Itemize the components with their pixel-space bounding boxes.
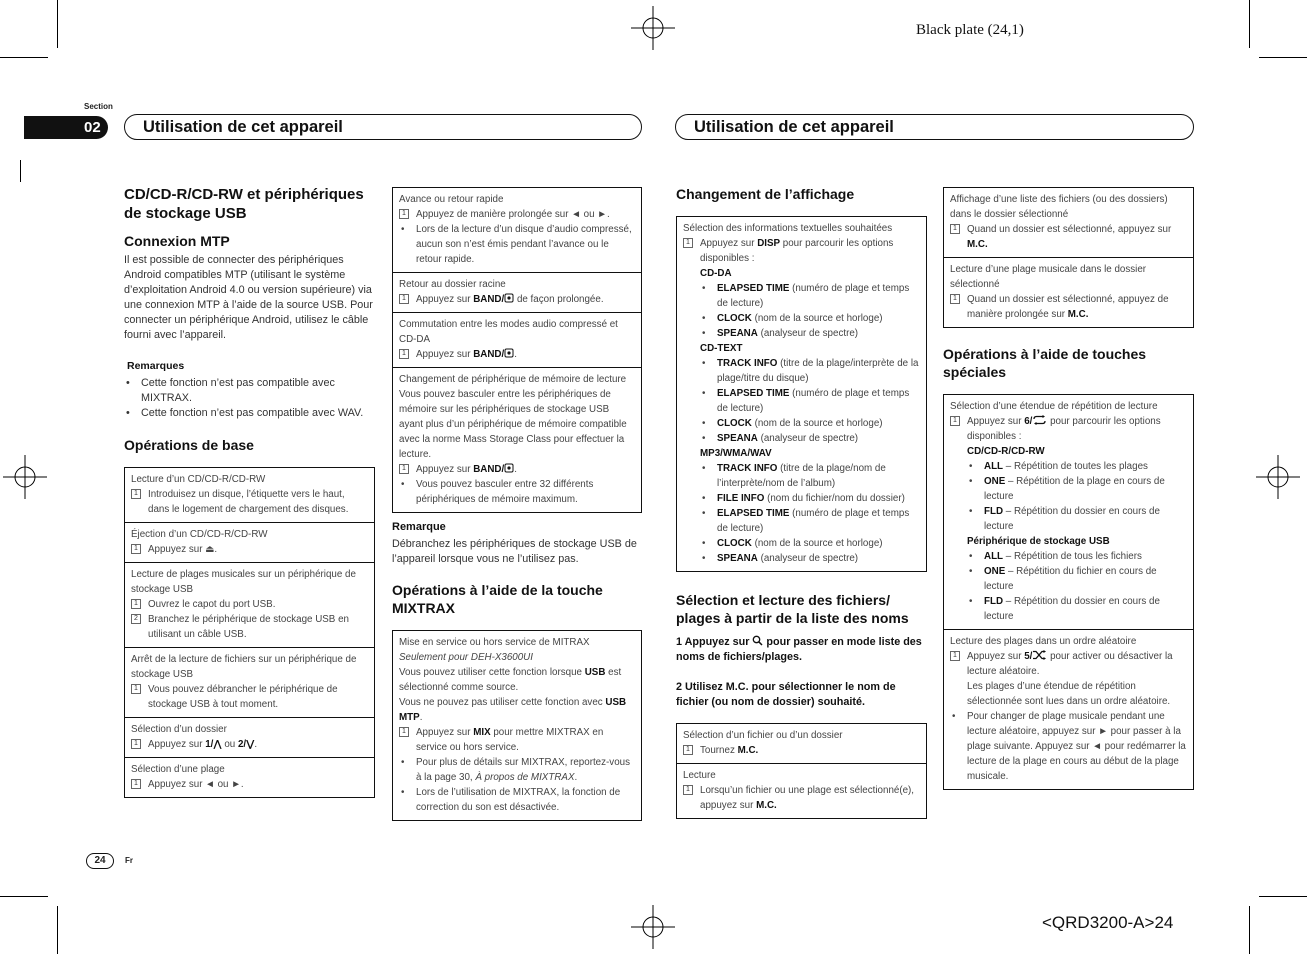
registration-mark-icon — [631, 6, 675, 50]
basic-ops-table — [124, 467, 375, 798]
display-table — [676, 216, 927, 572]
repeat-icon — [1032, 415, 1047, 425]
table-row: Sélection d’un fichier ou d’un dossier 1 Tournez M.C. — [683, 730, 843, 756]
table-row: Lecture des plages dans un ordre aléatoire 1 Appuyez sur 5/ pour activer ou désactiver la lecture aléatoire. Les plages d’une étendue de répétition sélectionnée sont lues dans un ordre aléatoire. • Pour changer de plage musicale pendant une lecture aléatoire, appuyez sur ► pour passer à la plage suivante. Appuyez sur ◄ pour redémarrer la lecture de la plage en cours au début de la plage musicale. — [944, 629, 1193, 789]
folder-ops-table — [943, 187, 1194, 328]
playback-ops-table — [392, 187, 642, 513]
list-step-1: 1 Appuyez sur pour passer en mode liste des noms de fichiers/plages. — [676, 636, 922, 663]
special-keys-table — [943, 394, 1194, 790]
section-label: Section — [84, 102, 113, 111]
crop-mark — [1259, 57, 1307, 58]
display-heading: Changement de l’affichage — [676, 186, 855, 202]
registration-mark-icon — [3, 455, 47, 499]
table-row: Sélection d’un dossier 1 Appuyez sur 1/⋀ ou 2/⋁. — [125, 717, 374, 757]
crop-mark — [0, 896, 48, 897]
table-row: Lecture d’un CD/CD-R/CD-RW 1 Introduisez un disque, l’étiquette vers le haut, dans le logement de chargement des disques. — [131, 474, 349, 515]
table-row: Mise en service ou hors service de MITRAX Seulement pour DEH-X3600UI Vous pouvez utiliser cette fonction lorsque USB est sélectionné comme source. Vous ne pouvez pas utiliser cette fonction avec USB MTP. 1 Appuyez sur MIX pour mettre MIXTRAX en service ou hors service. • Pour plus de détails sur MIXTRAX, reportez-vous à la page 30, À propos de MIXTRAX. • Lors de l’utilisation de MIXTRAX, la fonction de correction du son est désactivée. — [399, 637, 630, 813]
table-row: Sélection des informations textuelles souhaitées 1 Appuyez sur DISP pour parcourir les options disponibles : CD-DA • ELAPSED TIME (numéro de plage et temps de lecture) • CLOCK (nom de la source et horloge) • SPEANA (analyseur de spectre) CD-TEXT • TRACK INFO (titre de la plage/interprète de la plage/titre du disque) • ELAPSED TIME (numéro de plage et temps de lecture) • CLOCK (nom de la source et horloge) • SPEANA (analyseur de spectre) MP3/WMA/WAV • TRACK INFO (titre de la plage/nom de l’interprète/nom de l’album) • FILE INFO (nom du fichier/nom du dossier) • ELAPSED TIME (numéro de plage et temps de lecture) • CLOCK (nom de la source et horloge) • SPEANA (analyseur de spectre) — [683, 223, 919, 564]
remark-paragraph: Débranchez les périphériques de stockage USB de l’appareil lorsque vous ne l’utilisez pas. — [392, 538, 637, 565]
table-row: Sélection d’une étendue de répétition de lecture 1 Appuyez sur 6/ pour parcourir les options disponibles : CD/CD-R/CD-RW • ALL – Répétition de toutes les plages • ONE – Répétition de la plage en cours de lecture • FLD – Répétition du dossier en cours de lecture Périphérique de stockage USB • ALL – Répétition de tous les fichiers • ONE – Répétition du fichier en cours de lecture • FLD – Répétition du dossier en cours de lecture — [950, 401, 1165, 622]
crop-mark — [1259, 896, 1307, 897]
mtp-heading: Connexion MTP — [124, 233, 230, 249]
table-row: Lecture 1 Lorsqu’un fichier ou une plage est sélectionné(e), appuyez sur M.C. — [677, 763, 926, 818]
page-number: 24 — [86, 853, 114, 869]
crop-mark — [20, 160, 21, 182]
table-row: Arrêt de la lecture de fichiers sur un périphérique de stockage USB 1 Vous pouvez débrancher le périphérique de stockage USB à tout moment. — [125, 647, 374, 717]
table-row: Sélection d’une plage 1 Appuyez sur ◄ ou ►. — [125, 757, 374, 797]
list-item: • Cette fonction n’est pas compatible avec MIXTRAX. — [126, 377, 335, 404]
crop-mark — [1249, 0, 1250, 48]
list-table — [676, 723, 927, 819]
table-row: Avance ou retour rapide 1 Appuyez de manière prolongée sur ◄ ou ►. • Lors de la lecture d’un disque d’audio compressé, aucun son n’est émis pendant l’avance ou le retour rapide. — [399, 194, 632, 265]
crop-mark — [57, 906, 58, 954]
disc-icon — [504, 463, 514, 473]
list-step-2: 2 Utilisez M.C. pour sélectionner le nom de fichier (ou nom de dossier) souhaité. — [676, 681, 896, 708]
registration-mark-icon — [631, 905, 675, 949]
list-item: • Cette fonction n’est pas compatible avec WAV. — [126, 407, 364, 419]
section-title: CD/CD-R/CD-RW et périphériques de stockage USB — [124, 186, 364, 222]
language-code: Fr — [125, 856, 133, 865]
table-row: Retour au dossier racine 1 Appuyez sur BAND/ de façon prolongée. — [393, 272, 641, 312]
table-row: Éjection d’un CD/CD-R/CD-RW 1 Appuyez sur ⏏. — [125, 522, 374, 562]
remarks-heading: Remarques — [127, 360, 185, 372]
special-keys-heading: Opérations à l’aide de touches spéciales — [943, 346, 1147, 380]
disc-icon — [504, 293, 514, 303]
section-number-badge: 02 — [24, 116, 108, 139]
document-code: <QRD3200-A>24 — [1042, 913, 1174, 932]
crop-mark — [0, 57, 48, 58]
page-header-right: Utilisation de cet appareil — [675, 114, 1194, 140]
registration-mark-icon — [1256, 455, 1300, 499]
page-header-left: Utilisation de cet appareil — [124, 114, 642, 140]
mixtrax-heading: Opérations à l’aide de la touche MIXTRAX — [392, 582, 603, 616]
crop-mark — [57, 0, 58, 48]
column-2 — [392, 187, 642, 821]
column-4 — [943, 187, 1194, 790]
table-row: Changement de périphérique de mémoire de lecture Vous pouvez basculer entre les périphériques de mémoire sur les périphériques de stockage USB ayant plus d’un périphérique de mémoire compatible avec la norme Mass Storage Class pour effectuer la lecture. 1 Appuyez sur BAND/ . • Vous pouvez basculer entre 32 différents périphériques de mémoire maximum. — [393, 367, 641, 512]
table-row: Lecture de plages musicales sur un périphérique de stockage USB 1 Ouvrez le capot du port USB. 2 Branchez le périphérique de stockage USB en utilisant un câble USB. — [125, 562, 374, 647]
remarks-list — [124, 376, 375, 421]
table-row: Lecture d’une plage musicale dans le dossier sélectionné 1 Quand un dossier est sélectionné, appuyez de manière prolongée sur M.C. — [944, 257, 1193, 327]
remark-heading: Remarque — [392, 521, 446, 533]
column-1 — [124, 185, 375, 798]
plate-label: Black plate (24,1) — [916, 22, 1024, 38]
disc-icon — [504, 348, 514, 358]
shuffle-icon — [1032, 650, 1047, 660]
column-3 — [676, 185, 927, 819]
crop-mark — [1249, 906, 1250, 954]
list-heading: Sélection et lecture des fichiers/ plages à partir de la liste des noms — [676, 592, 909, 626]
basic-ops-heading: Opérations de base — [124, 437, 254, 453]
search-icon — [752, 635, 763, 646]
table-row: Commutation entre les modes audio compressé et CD-DA 1 Appuyez sur BAND/ . — [393, 312, 641, 367]
table-row: Affichage d’une liste des fichiers (ou des dossiers) dans le dossier sélectionné 1 Quand un dossier est sélectionné, appuyez sur M.C. — [950, 194, 1172, 250]
mtp-paragraph: Il est possible de connecter des périphériques Android compatibles MTP (utilisant le système d’exploitation Android 4.0 ou version supérieure) via une connexion MTP à l’aide de la source USB. Pour connecter un périphérique Android, utilisez le câble fourni avec l’appareil. — [124, 254, 373, 341]
mixtrax-table — [392, 630, 642, 821]
